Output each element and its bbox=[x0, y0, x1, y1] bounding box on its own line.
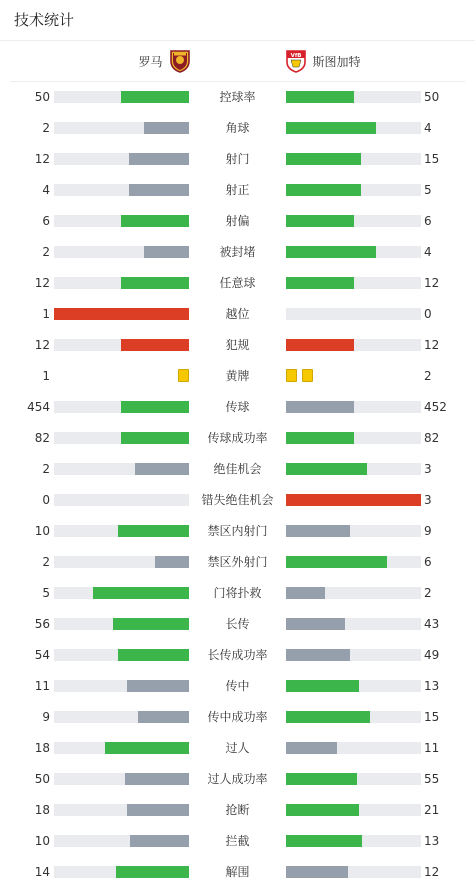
stat-label: 传中成功率 bbox=[207, 710, 268, 724]
away-stat-bar bbox=[286, 742, 421, 754]
stat-row bbox=[0, 795, 475, 826]
home-stat-value: 12 bbox=[34, 338, 50, 352]
away-stat-value: 6 bbox=[424, 555, 432, 569]
home-stat-bar-fill bbox=[105, 742, 189, 754]
stat-row bbox=[0, 361, 475, 392]
stat-row bbox=[0, 268, 475, 299]
home-stat-bar-fill bbox=[121, 91, 189, 103]
away-stat-bar-fill bbox=[286, 184, 361, 196]
away-stat-bar bbox=[286, 122, 421, 134]
stat-row bbox=[0, 237, 475, 268]
away-stat-value: 452 bbox=[424, 400, 447, 414]
away-stat-value: 2 bbox=[424, 586, 432, 600]
away-stat-value: 55 bbox=[424, 772, 440, 786]
away-stat-bar-fill bbox=[286, 711, 370, 723]
home-stat-bar bbox=[54, 525, 189, 537]
home-stat-bar bbox=[54, 184, 189, 196]
stat-row bbox=[0, 733, 475, 764]
away-stat-value: 3 bbox=[424, 462, 432, 476]
stat-label: 过人成功率 bbox=[207, 772, 268, 786]
away-stat-bar-fill bbox=[286, 432, 354, 444]
home-stat-value: 10 bbox=[34, 834, 50, 848]
home-stat-value: 50 bbox=[34, 772, 50, 786]
home-stat-bar-fill bbox=[127, 804, 189, 816]
away-stat-bar bbox=[286, 246, 421, 258]
stat-row bbox=[0, 330, 475, 361]
home-stat-bar bbox=[54, 339, 189, 351]
home-stat-value: 5 bbox=[42, 586, 50, 600]
away-stat-bar bbox=[286, 556, 421, 568]
away-stat-bar-fill bbox=[286, 215, 354, 227]
away-stat-bar-fill bbox=[286, 773, 357, 785]
home-stat-bar bbox=[54, 401, 189, 413]
away-stat-value: 2 bbox=[424, 369, 432, 383]
home-stat-bar bbox=[54, 91, 189, 103]
away-stat-bar bbox=[286, 308, 421, 320]
away-stat-value: 4 bbox=[424, 121, 432, 135]
away-stat-value: 13 bbox=[424, 834, 440, 848]
home-stat-bar bbox=[54, 432, 189, 444]
stat-row bbox=[0, 857, 475, 888]
away-stat-bar-fill bbox=[286, 122, 376, 134]
away-stat-bar bbox=[286, 91, 421, 103]
home-stat-value: 1 bbox=[42, 307, 50, 321]
home-stat-bar-fill bbox=[118, 649, 189, 661]
stat-label: 禁区外射门 bbox=[207, 555, 268, 569]
home-stat-value: 18 bbox=[34, 741, 50, 755]
away-stat-bar-fill bbox=[286, 246, 376, 258]
stat-row bbox=[0, 392, 475, 423]
stat-row bbox=[0, 702, 475, 733]
home-stat-bar-fill bbox=[121, 432, 189, 444]
away-stat-bar bbox=[286, 215, 421, 227]
home-stat-value: 12 bbox=[34, 276, 50, 290]
home-stat-value: 2 bbox=[42, 555, 50, 569]
stat-label: 犯规 bbox=[225, 338, 250, 352]
away-stat-bar-fill bbox=[286, 866, 348, 878]
home-stat-bar bbox=[54, 618, 189, 630]
stat-row bbox=[0, 547, 475, 578]
home-stat-bar bbox=[54, 246, 189, 258]
home-stat-bar bbox=[54, 804, 189, 816]
home-stat-value: 18 bbox=[34, 803, 50, 817]
away-yellow-cards bbox=[286, 369, 318, 382]
stat-row bbox=[0, 516, 475, 547]
home-stat-bar-fill bbox=[116, 866, 189, 878]
away-stat-bar-fill bbox=[286, 91, 354, 103]
home-stat-bar bbox=[54, 773, 189, 785]
away-stat-value: 50 bbox=[424, 90, 440, 104]
home-stat-value: 4 bbox=[42, 183, 50, 197]
stat-row bbox=[0, 485, 475, 516]
home-stat-bar bbox=[54, 711, 189, 723]
stat-label: 长传成功率 bbox=[207, 648, 268, 662]
away-stat-value: 12 bbox=[424, 865, 440, 879]
away-stat-bar-fill bbox=[286, 339, 354, 351]
away-stat-value: 3 bbox=[424, 493, 432, 507]
stat-label: 任意球 bbox=[219, 276, 256, 290]
home-stat-bar bbox=[54, 835, 189, 847]
stat-label: 长传 bbox=[225, 617, 250, 631]
stat-label: 黄牌 bbox=[225, 369, 250, 383]
stat-row bbox=[0, 423, 475, 454]
home-stat-bar bbox=[54, 277, 189, 289]
home-stat-bar-fill bbox=[127, 680, 189, 692]
away-stat-value: 43 bbox=[424, 617, 440, 631]
home-team[interactable] bbox=[138, 49, 190, 73]
away-stat-bar-fill bbox=[286, 556, 387, 568]
home-stat-bar-fill bbox=[121, 277, 189, 289]
away-stat-value: 13 bbox=[424, 679, 440, 693]
home-stat-bar-fill bbox=[144, 122, 189, 134]
stat-label: 拦截 bbox=[225, 834, 250, 848]
home-stat-value: 6 bbox=[42, 214, 50, 228]
home-stat-bar bbox=[54, 122, 189, 134]
stats-list bbox=[0, 82, 475, 888]
away-stat-bar bbox=[286, 525, 421, 537]
home-stat-value: 2 bbox=[42, 462, 50, 476]
home-stat-value: 14 bbox=[34, 865, 50, 879]
stat-row bbox=[0, 826, 475, 857]
home-stat-value: 54 bbox=[34, 648, 50, 662]
away-stat-value: 12 bbox=[424, 276, 440, 290]
section-title: 技术统计 bbox=[14, 11, 75, 29]
home-stat-bar-fill bbox=[121, 401, 189, 413]
home-stat-bar bbox=[54, 587, 189, 599]
home-stat-bar bbox=[54, 215, 189, 227]
away-stat-bar bbox=[286, 587, 421, 599]
away-stat-bar-fill bbox=[286, 463, 367, 475]
home-stat-bar-fill bbox=[125, 773, 189, 785]
stat-label: 射门 bbox=[225, 152, 250, 166]
roma-crest-icon bbox=[169, 49, 191, 73]
stat-label: 禁区内射门 bbox=[207, 524, 268, 538]
away-stat-bar bbox=[286, 835, 421, 847]
home-stat-bar bbox=[54, 866, 189, 878]
stat-label: 过人 bbox=[225, 741, 250, 755]
home-stat-bar-fill bbox=[130, 835, 189, 847]
stat-label: 绝佳机会 bbox=[213, 462, 262, 476]
stat-row bbox=[0, 175, 475, 206]
away-stat-value: 4 bbox=[424, 245, 432, 259]
stat-label: 传球成功率 bbox=[207, 431, 268, 445]
home-stat-value: 454 bbox=[27, 400, 50, 414]
away-team-name: 斯图加特 bbox=[312, 54, 361, 69]
away-stat-bar-fill bbox=[286, 618, 345, 630]
home-stat-value: 50 bbox=[34, 90, 50, 104]
yellow-card-icon bbox=[178, 369, 189, 382]
svg-text:VfB: VfB bbox=[290, 53, 301, 59]
home-stat-value: 10 bbox=[34, 524, 50, 538]
home-stat-bar-fill bbox=[121, 215, 189, 227]
home-stat-value: 56 bbox=[34, 617, 50, 631]
stat-row bbox=[0, 640, 475, 671]
home-stat-bar bbox=[54, 494, 189, 506]
home-stat-bar-fill bbox=[54, 308, 189, 320]
away-stat-value: 6 bbox=[424, 214, 432, 228]
away-stat-bar bbox=[286, 711, 421, 723]
home-stat-bar-fill bbox=[129, 184, 189, 196]
stat-label: 门将扑救 bbox=[213, 586, 262, 600]
home-stat-bar-fill bbox=[129, 153, 189, 165]
stat-label: 射正 bbox=[225, 183, 250, 197]
away-stat-value: 49 bbox=[424, 648, 440, 662]
home-stat-bar bbox=[54, 308, 189, 320]
away-team[interactable] bbox=[285, 49, 361, 73]
home-team-name: 罗马 bbox=[138, 54, 163, 69]
away-stat-bar bbox=[286, 339, 421, 351]
stat-label: 传球 bbox=[225, 400, 250, 414]
stat-label: 解围 bbox=[225, 865, 250, 879]
away-stat-bar bbox=[286, 184, 421, 196]
home-stat-value: 9 bbox=[42, 710, 50, 724]
away-stat-bar bbox=[286, 494, 421, 506]
away-stat-bar bbox=[286, 804, 421, 816]
home-stat-bar bbox=[54, 463, 189, 475]
away-stat-bar bbox=[286, 618, 421, 630]
stat-row bbox=[0, 113, 475, 144]
away-stat-value: 15 bbox=[424, 152, 440, 166]
away-stat-bar-fill bbox=[286, 587, 325, 599]
home-stat-value: 12 bbox=[34, 152, 50, 166]
stat-label: 控球率 bbox=[219, 90, 256, 104]
home-stat-bar-fill bbox=[121, 339, 189, 351]
home-stat-value: 2 bbox=[42, 121, 50, 135]
yellow-card-icon bbox=[302, 369, 313, 382]
stat-label: 射偏 bbox=[225, 214, 250, 228]
stat-row bbox=[0, 144, 475, 175]
home-stat-bar-fill bbox=[118, 525, 189, 537]
home-stat-value: 82 bbox=[34, 431, 50, 445]
away-stat-bar-fill bbox=[286, 804, 359, 816]
away-stat-bar bbox=[286, 773, 421, 785]
stat-row bbox=[0, 609, 475, 640]
away-stat-value: 11 bbox=[424, 741, 440, 755]
home-stat-bar bbox=[54, 556, 189, 568]
home-stat-bar bbox=[54, 742, 189, 754]
away-stat-bar bbox=[286, 649, 421, 661]
away-stat-value: 21 bbox=[424, 803, 440, 817]
stat-label: 越位 bbox=[225, 307, 250, 321]
away-stat-bar bbox=[286, 432, 421, 444]
home-stat-bar-fill bbox=[93, 587, 189, 599]
away-stat-value: 12 bbox=[424, 338, 440, 352]
stat-row bbox=[0, 299, 475, 330]
home-yellow-cards bbox=[173, 369, 189, 382]
stat-label: 错失绝佳机会 bbox=[201, 493, 274, 507]
away-stat-bar bbox=[286, 680, 421, 692]
away-stat-bar-fill bbox=[286, 835, 362, 847]
away-stat-value: 0 bbox=[424, 307, 432, 321]
stat-label: 抢断 bbox=[225, 803, 250, 817]
away-stat-bar-fill bbox=[286, 649, 350, 661]
home-stat-bar-fill bbox=[113, 618, 189, 630]
yellow-card-icon bbox=[286, 369, 297, 382]
stuttgart-crest-icon bbox=[285, 49, 307, 73]
stat-label: 被封堵 bbox=[219, 245, 256, 259]
away-stat-bar-fill bbox=[286, 525, 350, 537]
home-stat-value: 1 bbox=[42, 369, 50, 383]
away-stat-bar-fill bbox=[286, 494, 421, 506]
home-stat-bar-fill bbox=[138, 711, 189, 723]
home-stat-value: 0 bbox=[42, 493, 50, 507]
home-stat-bar bbox=[54, 153, 189, 165]
away-stat-value: 5 bbox=[424, 183, 432, 197]
home-stat-bar bbox=[54, 680, 189, 692]
stat-row bbox=[0, 764, 475, 795]
teams-row bbox=[10, 41, 465, 82]
away-stat-bar-fill bbox=[286, 680, 359, 692]
away-stat-bar-fill bbox=[286, 153, 361, 165]
home-stat-bar-fill bbox=[155, 556, 189, 568]
away-stat-bar-fill bbox=[286, 401, 354, 413]
home-stat-bar-fill bbox=[135, 463, 189, 475]
stat-label: 传中 bbox=[225, 679, 250, 693]
away-stat-bar-fill bbox=[286, 277, 354, 289]
stat-row bbox=[0, 578, 475, 609]
away-stat-bar bbox=[286, 153, 421, 165]
stat-row bbox=[0, 454, 475, 485]
stat-label: 角球 bbox=[225, 121, 250, 135]
home-stat-value: 2 bbox=[42, 245, 50, 259]
section-header bbox=[0, 0, 475, 41]
away-stat-bar-fill bbox=[286, 742, 337, 754]
away-stat-bar bbox=[286, 463, 421, 475]
away-stat-bar bbox=[286, 866, 421, 878]
stat-row bbox=[0, 206, 475, 237]
home-stat-bar-fill bbox=[144, 246, 189, 258]
away-stat-bar bbox=[286, 401, 421, 413]
away-stat-value: 9 bbox=[424, 524, 432, 538]
away-stat-bar bbox=[286, 277, 421, 289]
home-stat-bar bbox=[54, 649, 189, 661]
stat-row bbox=[0, 671, 475, 702]
home-stat-value: 11 bbox=[34, 679, 50, 693]
stat-row bbox=[0, 82, 475, 113]
away-stat-value: 82 bbox=[424, 431, 440, 445]
away-stat-value: 15 bbox=[424, 710, 440, 724]
